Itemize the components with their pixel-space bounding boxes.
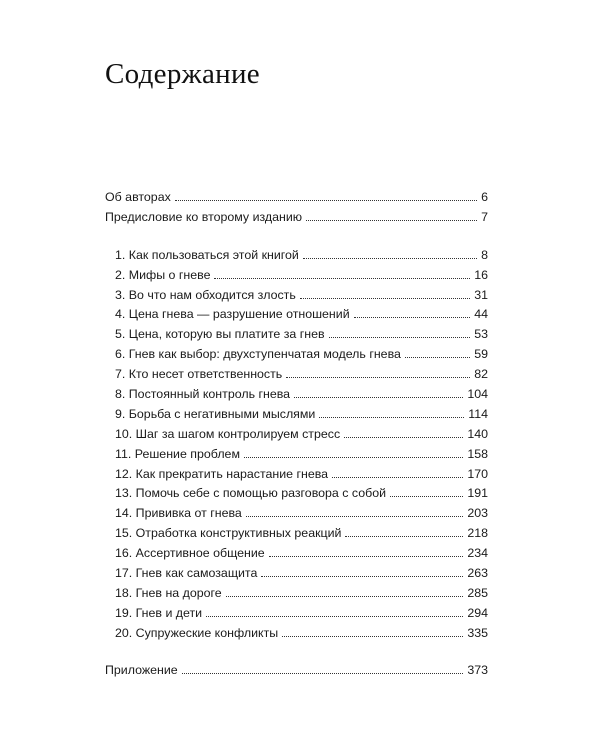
toc-entry-title: 1. Как пользоваться этой книгой	[115, 247, 299, 262]
toc-entry-title: 4. Цена гнева — разрушение отношений	[115, 307, 350, 322]
toc-entry-page-number: 7	[481, 209, 488, 224]
toc-entry-title: 12. Как прекратить нарастание гнева	[115, 466, 329, 481]
dot-leader	[269, 556, 464, 557]
toc-entry-title: Предисловие ко второму изданию	[105, 209, 303, 224]
toc-chapter-entry	[105, 604, 488, 624]
dot-leader	[329, 337, 471, 338]
toc-entry-title: 2. Мифы о гневе	[115, 267, 211, 282]
dot-leader	[206, 616, 463, 617]
toc-entry-title: Об авторах	[105, 190, 171, 204]
toc-entry-title: 10. Шаг за шагом контролируем стресс	[115, 426, 341, 441]
toc-entry-page-number: 203	[467, 506, 488, 521]
toc-chapter-entry	[105, 484, 488, 504]
dot-leader	[300, 298, 470, 299]
toc-entry-page-number: 191	[467, 486, 488, 501]
toc-chapter-entry	[105, 325, 488, 345]
dot-leader	[261, 576, 463, 577]
toc-chapter-entry	[105, 365, 488, 385]
toc-chapter-entry	[105, 425, 488, 445]
toc-entry-page-number: 44	[474, 307, 488, 322]
dot-leader	[286, 377, 470, 378]
toc-entry	[105, 208, 488, 228]
toc-chapter-entry	[105, 345, 488, 365]
toc-entry-page-number: 140	[467, 426, 488, 441]
toc-entry-page-number: 158	[467, 446, 488, 461]
toc-entry-page-number: 114	[468, 406, 488, 421]
toc-chapter-entry	[105, 504, 488, 524]
toc-entry-title: 20. Супружеские конфликты	[115, 625, 279, 640]
toc-entry-title: 6. Гнев как выбор: двухступенчатая модель гнева	[115, 347, 401, 362]
toc-entry-title: 14. Прививка от гнева	[115, 506, 242, 521]
toc-chapter-entry	[105, 405, 488, 425]
front-matter-section	[105, 188, 488, 228]
dot-leader	[182, 673, 464, 674]
dot-leader	[306, 220, 477, 221]
toc-entry-title: 13. Помочь себе с помощью разговора с собой	[115, 486, 387, 501]
toc-entry-page-number: 373	[467, 662, 488, 677]
page-title: Содержание	[105, 58, 260, 90]
toc-entry-title: 18. Гнев на дороге	[115, 585, 222, 600]
dot-leader	[354, 317, 471, 318]
table-of-contents	[105, 188, 488, 680]
toc-chapter-entry	[105, 524, 488, 544]
dot-leader	[226, 596, 464, 597]
toc-entry-page-number: 16	[474, 267, 488, 282]
toc-chapter-entry	[105, 246, 488, 266]
toc-chapter-entry	[105, 465, 488, 485]
dot-leader	[390, 496, 463, 497]
toc-entry-title: 3. Во что нам обходится злость	[115, 287, 296, 302]
toc-entry-page-number: 6	[481, 190, 488, 204]
section-gap	[105, 644, 488, 661]
toc-entry-title: 19. Гнев и дети	[115, 605, 203, 620]
dot-leader	[282, 636, 463, 637]
dot-leader	[303, 258, 477, 259]
toc-entry-page-number: 31	[474, 287, 488, 302]
toc-chapter-entry	[105, 584, 488, 604]
toc-entry-title: 5. Цена, которую вы платите за гнев	[115, 327, 325, 342]
toc-entry-page-number: 8	[481, 247, 488, 262]
dot-leader	[294, 397, 463, 398]
toc-entry-title: 9. Борьба с негативными мыслями	[115, 406, 316, 421]
toc-chapter-entry	[105, 305, 488, 325]
dot-leader	[332, 477, 463, 478]
toc-entry-title: 15. Отработка конструктивных реакций	[115, 526, 342, 541]
toc-entry-title: 7. Кто несет ответственность	[115, 367, 283, 382]
toc-entry-page-number: 82	[474, 367, 488, 382]
toc-chapter-entry	[105, 544, 488, 564]
dot-leader	[244, 457, 463, 458]
dot-leader	[246, 516, 463, 517]
toc-chapter-entry	[105, 385, 488, 405]
toc-entry-title: 16. Ассертивное общение	[115, 546, 265, 561]
section-gap	[105, 228, 488, 246]
toc-chapter-entry	[105, 266, 488, 286]
toc-entry-title: 11. Решение проблем	[115, 446, 240, 461]
dot-leader	[405, 357, 470, 358]
back-matter-section	[105, 661, 488, 681]
dot-leader	[175, 200, 477, 201]
dot-leader	[319, 417, 464, 418]
toc-chapter-entry	[105, 445, 488, 465]
toc-entry-page-number: 285	[467, 585, 488, 600]
toc-entry-page-number: 170	[467, 466, 488, 481]
toc-entry-page-number: 294	[467, 605, 488, 620]
toc-entry-page-number: 104	[467, 387, 488, 402]
dot-leader	[214, 278, 470, 279]
toc-entry-page-number: 335	[467, 625, 488, 640]
dot-leader	[344, 437, 463, 438]
toc-chapter-entry	[105, 624, 488, 644]
toc-entry-title: 8. Постоянный контроль гнева	[115, 387, 291, 402]
toc-entry	[105, 661, 488, 681]
toc-entry-page-number: 234	[467, 546, 488, 561]
toc-entry-title: Приложение	[105, 662, 178, 677]
toc-entry-page-number: 263	[467, 566, 488, 581]
toc-entry-page-number: 218	[467, 526, 488, 541]
toc-chapter-entry	[105, 564, 488, 584]
dot-leader	[345, 536, 463, 537]
chapters-section	[105, 246, 488, 644]
toc-entry-page-number: 53	[474, 327, 488, 342]
toc-chapter-entry	[105, 286, 488, 306]
toc-entry	[105, 188, 488, 208]
toc-entry-page-number: 59	[474, 347, 488, 362]
toc-entry-title: 17. Гнев как самозащита	[115, 566, 258, 581]
